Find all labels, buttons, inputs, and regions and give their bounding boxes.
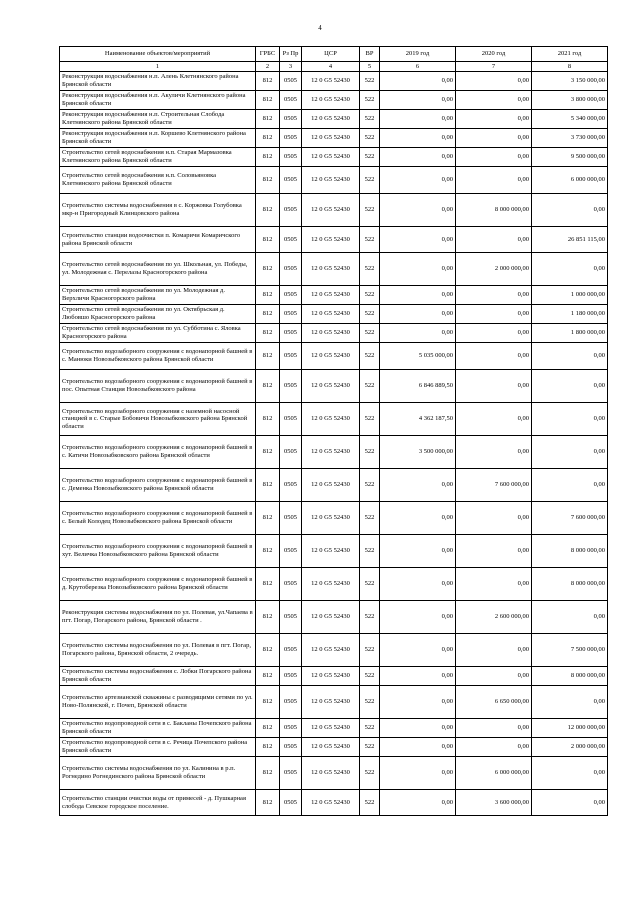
row-2019-cell: 0,00: [380, 535, 456, 568]
row-2019-cell: 0,00: [380, 667, 456, 686]
row-vr-cell: 522: [360, 110, 380, 129]
row-rzpr-cell: 0505: [280, 757, 302, 790]
row-vr-cell: 522: [360, 227, 380, 253]
row-csr-cell: 12 0 G5 52430: [302, 370, 360, 403]
table-row: [60, 436, 608, 469]
table-row: [60, 227, 608, 253]
row-csr-cell: 12 0 G5 52430: [302, 568, 360, 601]
row-vr-cell: 522: [360, 286, 380, 305]
row-rzpr-cell: 0505: [280, 72, 302, 91]
row-grbs-cell: 812: [256, 568, 280, 601]
row-rzpr-cell: 0505: [280, 667, 302, 686]
row-2019-cell: 5 035 000,00: [380, 343, 456, 370]
row-rzpr-cell: 0505: [280, 502, 302, 535]
header-csr: ЦСР: [302, 47, 360, 62]
row-2020-cell: 0,00: [456, 403, 532, 436]
table-row: [60, 148, 608, 167]
row-rzpr-cell: 0505: [280, 129, 302, 148]
table-row: [60, 129, 608, 148]
row-rzpr-cell: 0505: [280, 719, 302, 738]
row-2019-cell: 0,00: [380, 502, 456, 535]
table-row: [60, 601, 608, 634]
column-number: 8: [532, 62, 608, 72]
row-2020-cell: 8 000 000,00: [456, 194, 532, 227]
row-2019-cell: 0,00: [380, 324, 456, 343]
row-vr-cell: 522: [360, 343, 380, 370]
row-2019-cell: 0,00: [380, 253, 456, 286]
row-2020-cell: 0,00: [456, 719, 532, 738]
row-2019-cell: 0,00: [380, 757, 456, 790]
row-rzpr-cell: 0505: [280, 253, 302, 286]
row-name-cell: Строительство сетей водоснабжения по ул. Школьная, ул. Победы, ул. Молодежная с. Перелазы Красногорского района: [60, 253, 256, 286]
header-2019: 2019 год: [380, 47, 456, 62]
row-2020-cell: 6 650 000,00: [456, 686, 532, 719]
row-2020-cell: 0,00: [456, 148, 532, 167]
row-csr-cell: 12 0 G5 52430: [302, 403, 360, 436]
row-2021-cell: 8 000 000,00: [532, 568, 608, 601]
row-rzpr-cell: 0505: [280, 370, 302, 403]
row-grbs-cell: 812: [256, 403, 280, 436]
row-name-cell: Строительство артезианской скважины с разводящими сетями по ул. Ново-Полянской, г. Почеп, Брянской области: [60, 686, 256, 719]
row-csr-cell: 12 0 G5 52430: [302, 91, 360, 110]
row-2020-cell: 0,00: [456, 110, 532, 129]
row-2019-cell: 0,00: [380, 227, 456, 253]
row-grbs-cell: 812: [256, 91, 280, 110]
header-name: Наименование объектов/мероприятий: [60, 47, 256, 62]
row-2021-cell: 3 150 000,00: [532, 72, 608, 91]
row-vr-cell: 522: [360, 667, 380, 686]
table-row: [60, 502, 608, 535]
row-csr-cell: 12 0 G5 52430: [302, 686, 360, 719]
row-name-cell: Строительство водозаборного сооружения с водонапорной башней в с. Белый Колодец Новозыбковского района Брянской области: [60, 502, 256, 535]
row-name-cell: Строительство сетей водоснабжения н.п. Старая Мармазовка Клетнянского района Брянской области: [60, 148, 256, 167]
row-csr-cell: 12 0 G5 52430: [302, 436, 360, 469]
row-rzpr-cell: 0505: [280, 305, 302, 324]
row-grbs-cell: 812: [256, 167, 280, 194]
row-2020-cell: 0,00: [456, 370, 532, 403]
row-2020-cell: 0,00: [456, 72, 532, 91]
row-2020-cell: 0,00: [456, 667, 532, 686]
header-2021: 2021 год: [532, 47, 608, 62]
column-number: 4: [302, 62, 360, 72]
row-grbs-cell: 812: [256, 148, 280, 167]
row-name-cell: Строительство системы водоснабжения в с. Коржовка Голубовка мкр-н Пригородный Клинцовского района: [60, 194, 256, 227]
row-rzpr-cell: 0505: [280, 91, 302, 110]
row-2021-cell: 0,00: [532, 370, 608, 403]
row-2021-cell: 7 600 000,00: [532, 502, 608, 535]
row-vr-cell: 522: [360, 719, 380, 738]
row-vr-cell: 522: [360, 91, 380, 110]
row-2020-cell: 0,00: [456, 91, 532, 110]
table-row: [60, 91, 608, 110]
row-2021-cell: 0,00: [532, 790, 608, 816]
row-2021-cell: 1 800 000,00: [532, 324, 608, 343]
row-vr-cell: 522: [360, 601, 380, 634]
row-2021-cell: 0,00: [532, 403, 608, 436]
row-2019-cell: 0,00: [380, 790, 456, 816]
table-row: [60, 403, 608, 436]
row-vr-cell: 522: [360, 686, 380, 719]
table-row: [60, 686, 608, 719]
row-2021-cell: 26 851 115,00: [532, 227, 608, 253]
row-name-cell: Строительство сетей водоснабжения по ул. Субботина с. Яловка Красногорского района: [60, 324, 256, 343]
row-vr-cell: 522: [360, 757, 380, 790]
row-2019-cell: 0,00: [380, 686, 456, 719]
row-grbs-cell: 812: [256, 194, 280, 227]
row-vr-cell: 522: [360, 305, 380, 324]
row-vr-cell: 522: [360, 403, 380, 436]
row-2021-cell: 0,00: [532, 436, 608, 469]
row-2021-cell: 12 000 000,00: [532, 719, 608, 738]
row-grbs-cell: 812: [256, 343, 280, 370]
row-vr-cell: 522: [360, 790, 380, 816]
table-row: [60, 738, 608, 757]
row-csr-cell: 12 0 G5 52430: [302, 253, 360, 286]
table-row: [60, 286, 608, 305]
row-csr-cell: 12 0 G5 52430: [302, 757, 360, 790]
row-csr-cell: 12 0 G5 52430: [302, 72, 360, 91]
row-grbs-cell: 812: [256, 110, 280, 129]
row-name-cell: Строительство водозаборного сооружения с водонапорной башней в хут. Величка Новозыбковского района Брянской области: [60, 535, 256, 568]
header-rzpr: Рз Пр: [280, 47, 302, 62]
row-2021-cell: 0,00: [532, 194, 608, 227]
row-rzpr-cell: 0505: [280, 343, 302, 370]
row-name-cell: Реконструкция системы водоснабжения по ул. Полевая, ул.Чапаева в пгт. Погар, Погарского района, Брянской области .: [60, 601, 256, 634]
row-2019-cell: 0,00: [380, 601, 456, 634]
header-grbs: ГРБС: [256, 47, 280, 62]
row-2020-cell: 0,00: [456, 343, 532, 370]
row-2020-cell: 6 000 000,00: [456, 757, 532, 790]
row-grbs-cell: 812: [256, 667, 280, 686]
row-vr-cell: 522: [360, 469, 380, 502]
row-2020-cell: 0,00: [456, 634, 532, 667]
row-rzpr-cell: 0505: [280, 634, 302, 667]
table-row: [60, 72, 608, 91]
row-2021-cell: 5 340 000,00: [532, 110, 608, 129]
row-2019-cell: 0,00: [380, 305, 456, 324]
row-name-cell: Реконструкция водоснабжения н.п. Коршево Клетнянского района Брянской области: [60, 129, 256, 148]
table-row: [60, 253, 608, 286]
row-rzpr-cell: 0505: [280, 535, 302, 568]
row-vr-cell: 522: [360, 738, 380, 757]
row-2019-cell: 0,00: [380, 469, 456, 502]
row-2019-cell: 0,00: [380, 148, 456, 167]
row-rzpr-cell: 0505: [280, 227, 302, 253]
column-number-row: [60, 62, 608, 72]
row-grbs-cell: 812: [256, 790, 280, 816]
row-rzpr-cell: 0505: [280, 686, 302, 719]
row-csr-cell: 12 0 G5 52430: [302, 286, 360, 305]
row-name-cell: Строительство системы водоснабжения по ул. Калинина в р.п. Рогнедино Рогнединского района Брянской области: [60, 757, 256, 790]
row-name-cell: Строительство водозаборного сооружения с водонапорной башней в д. Крутоберезка Новозыбковского района Брянской области: [60, 568, 256, 601]
row-name-cell: Строительство водозаборного сооружения с наземной насосной станцией в с. Старые Бобовичи Новозыбковского района Брянской области: [60, 403, 256, 436]
row-csr-cell: 12 0 G5 52430: [302, 324, 360, 343]
table-body: [60, 72, 608, 816]
row-name-cell: Строительство станции водоочистки п. Комаричи Комаричского района Брянской области: [60, 227, 256, 253]
row-2020-cell: 2 000 000,00: [456, 253, 532, 286]
row-2019-cell: 0,00: [380, 72, 456, 91]
row-2020-cell: 0,00: [456, 129, 532, 148]
row-2021-cell: 1 180 000,00: [532, 305, 608, 324]
row-2019-cell: 0,00: [380, 91, 456, 110]
row-name-cell: Строительство системы водоснабжения с. Лобки Погарского района Брянской области: [60, 667, 256, 686]
row-2021-cell: 8 000 000,00: [532, 535, 608, 568]
row-2021-cell: 0,00: [532, 757, 608, 790]
table-row: [60, 757, 608, 790]
row-grbs-cell: 812: [256, 72, 280, 91]
row-grbs-cell: 812: [256, 601, 280, 634]
row-csr-cell: 12 0 G5 52430: [302, 790, 360, 816]
row-name-cell: Реконструкция водоснабжения н.п. Акуличи Клетнянского района Брянской области: [60, 91, 256, 110]
row-name-cell: Реконструкция водоснабжения н.п. Строительная Слобода Клетнянского района Брянской области: [60, 110, 256, 129]
row-grbs-cell: 812: [256, 535, 280, 568]
row-grbs-cell: 812: [256, 370, 280, 403]
row-2021-cell: 0,00: [532, 686, 608, 719]
row-2020-cell: 7 600 000,00: [456, 469, 532, 502]
row-name-cell: Строительство водозаборного сооружения с водонапорной башней в с. Катичи Новозыбковского района Брянской области: [60, 436, 256, 469]
row-csr-cell: 12 0 G5 52430: [302, 634, 360, 667]
row-2021-cell: 6 000 000,00: [532, 167, 608, 194]
row-vr-cell: 522: [360, 535, 380, 568]
table-row: [60, 469, 608, 502]
row-name-cell: Строительство водозаборного сооружения с водонапорной башней в пос. Опытная Станция Новозыбковского района: [60, 370, 256, 403]
row-2020-cell: 0,00: [456, 436, 532, 469]
row-2020-cell: 0,00: [456, 738, 532, 757]
row-2019-cell: 0,00: [380, 568, 456, 601]
row-csr-cell: 12 0 G5 52430: [302, 535, 360, 568]
row-grbs-cell: 812: [256, 227, 280, 253]
row-vr-cell: 522: [360, 324, 380, 343]
table-row: [60, 305, 608, 324]
row-2021-cell: 3 730 000,00: [532, 129, 608, 148]
row-vr-cell: 522: [360, 148, 380, 167]
row-name-cell: Реконструкция водоснабжения н.п. Алень Клетнянского района Брянской области: [60, 72, 256, 91]
row-rzpr-cell: 0505: [280, 738, 302, 757]
table-row: [60, 324, 608, 343]
row-rzpr-cell: 0505: [280, 167, 302, 194]
row-2019-cell: 4 362 187,50: [380, 403, 456, 436]
row-name-cell: Строительство водопроводной сети в с. Речица Почепского района Брянской области: [60, 738, 256, 757]
row-2020-cell: 0,00: [456, 502, 532, 535]
header-row: [60, 47, 608, 62]
row-rzpr-cell: 0505: [280, 469, 302, 502]
row-2019-cell: 0,00: [380, 634, 456, 667]
row-2020-cell: 0,00: [456, 568, 532, 601]
table-row: [60, 535, 608, 568]
row-vr-cell: 522: [360, 167, 380, 194]
row-grbs-cell: 812: [256, 324, 280, 343]
column-number: 3: [280, 62, 302, 72]
row-2019-cell: 0,00: [380, 167, 456, 194]
row-name-cell: Строительство водозаборного сооружения с водонапорной башней в с. Деменка Новозыбковского района Брянской области: [60, 469, 256, 502]
column-number: 5: [360, 62, 380, 72]
row-2020-cell: 0,00: [456, 324, 532, 343]
table-row: [60, 343, 608, 370]
row-rzpr-cell: 0505: [280, 568, 302, 601]
row-rzpr-cell: 0505: [280, 148, 302, 167]
row-2020-cell: 3 600 000,00: [456, 790, 532, 816]
row-csr-cell: 12 0 G5 52430: [302, 227, 360, 253]
row-rzpr-cell: 0505: [280, 403, 302, 436]
row-2019-cell: 0,00: [380, 719, 456, 738]
row-csr-cell: 12 0 G5 52430: [302, 194, 360, 227]
row-2019-cell: 0,00: [380, 129, 456, 148]
row-csr-cell: 12 0 G5 52430: [302, 601, 360, 634]
row-2019-cell: 0,00: [380, 738, 456, 757]
table-row: [60, 667, 608, 686]
row-name-cell: Строительство водопроводной сети в с. Бакланы Почепского района Брянской области: [60, 719, 256, 738]
header-vr: ВР: [360, 47, 380, 62]
row-rzpr-cell: 0505: [280, 324, 302, 343]
row-csr-cell: 12 0 G5 52430: [302, 129, 360, 148]
row-2020-cell: 0,00: [456, 535, 532, 568]
budget-table: [59, 46, 608, 816]
row-2021-cell: 0,00: [532, 343, 608, 370]
column-number: 1: [60, 62, 256, 72]
row-csr-cell: 12 0 G5 52430: [302, 343, 360, 370]
row-vr-cell: 522: [360, 72, 380, 91]
row-csr-cell: 12 0 G5 52430: [302, 502, 360, 535]
row-grbs-cell: 812: [256, 738, 280, 757]
row-rzpr-cell: 0505: [280, 436, 302, 469]
row-2020-cell: 0,00: [456, 286, 532, 305]
row-grbs-cell: 812: [256, 757, 280, 790]
row-2021-cell: 9 500 000,00: [532, 148, 608, 167]
row-2021-cell: 0,00: [532, 601, 608, 634]
row-rzpr-cell: 0505: [280, 601, 302, 634]
row-csr-cell: 12 0 G5 52430: [302, 305, 360, 324]
row-grbs-cell: 812: [256, 436, 280, 469]
table-row: [60, 719, 608, 738]
table-row: [60, 634, 608, 667]
row-vr-cell: 522: [360, 568, 380, 601]
page-number: 4: [318, 24, 322, 32]
row-2019-cell: 6 846 889,50: [380, 370, 456, 403]
row-grbs-cell: 812: [256, 129, 280, 148]
column-number: 6: [380, 62, 456, 72]
row-name-cell: Строительство сетей водоснабжения по ул. Молодежная д. Верхличи Красногорского района: [60, 286, 256, 305]
table-row: [60, 370, 608, 403]
row-vr-cell: 522: [360, 502, 380, 535]
column-number: 2: [256, 62, 280, 72]
row-grbs-cell: 812: [256, 634, 280, 667]
row-2021-cell: 1 000 000,00: [532, 286, 608, 305]
row-csr-cell: 12 0 G5 52430: [302, 148, 360, 167]
row-2020-cell: 0,00: [456, 167, 532, 194]
row-vr-cell: 522: [360, 129, 380, 148]
row-2019-cell: 0,00: [380, 110, 456, 129]
table-row: [60, 568, 608, 601]
row-name-cell: Строительство сетей водоснабжения н.п. Соловьяновка Клетнянского района Брянской области: [60, 167, 256, 194]
table-row: [60, 790, 608, 816]
row-2021-cell: 0,00: [532, 253, 608, 286]
row-name-cell: Строительство станции очистки воды от примесей - д. Пушкарная слобода Севское городское поселение.: [60, 790, 256, 816]
row-2021-cell: 8 000 000,00: [532, 667, 608, 686]
row-grbs-cell: 812: [256, 253, 280, 286]
row-csr-cell: 12 0 G5 52430: [302, 469, 360, 502]
row-2019-cell: 0,00: [380, 286, 456, 305]
row-csr-cell: 12 0 G5 52430: [302, 110, 360, 129]
row-2020-cell: 2 600 000,00: [456, 601, 532, 634]
row-vr-cell: 522: [360, 634, 380, 667]
row-grbs-cell: 812: [256, 502, 280, 535]
row-vr-cell: 522: [360, 370, 380, 403]
row-name-cell: Строительство системы водоснабжения по ул. Полевая в пгт. Погар, Погарского района, Брянской области, 2 очередь.: [60, 634, 256, 667]
row-2020-cell: 0,00: [456, 305, 532, 324]
row-2021-cell: 2 000 000,00: [532, 738, 608, 757]
row-csr-cell: 12 0 G5 52430: [302, 738, 360, 757]
row-2021-cell: 3 800 000,00: [532, 91, 608, 110]
row-2021-cell: 7 500 000,00: [532, 634, 608, 667]
row-rzpr-cell: 0505: [280, 286, 302, 305]
row-csr-cell: 12 0 G5 52430: [302, 167, 360, 194]
row-csr-cell: 12 0 G5 52430: [302, 667, 360, 686]
row-rzpr-cell: 0505: [280, 194, 302, 227]
table-row: [60, 167, 608, 194]
row-2019-cell: 3 500 000,00: [380, 436, 456, 469]
row-grbs-cell: 812: [256, 719, 280, 738]
row-rzpr-cell: 0505: [280, 790, 302, 816]
header-2020: 2020 год: [456, 47, 532, 62]
row-vr-cell: 522: [360, 436, 380, 469]
row-grbs-cell: 812: [256, 469, 280, 502]
row-name-cell: Строительство сетей водоснабжения по ул. Октябрьская д. Любовшо Красногорского района: [60, 305, 256, 324]
table-row: [60, 110, 608, 129]
table-row: [60, 194, 608, 227]
row-2021-cell: 0,00: [532, 469, 608, 502]
row-2020-cell: 0,00: [456, 227, 532, 253]
row-name-cell: Строительство водозаборного сооружения с водонапорной башней в с. Манюки Новозыбковского района Брянской области: [60, 343, 256, 370]
row-vr-cell: 522: [360, 253, 380, 286]
row-grbs-cell: 812: [256, 686, 280, 719]
row-vr-cell: 522: [360, 194, 380, 227]
row-2019-cell: 0,00: [380, 194, 456, 227]
row-grbs-cell: 812: [256, 286, 280, 305]
row-csr-cell: 12 0 G5 52430: [302, 719, 360, 738]
row-grbs-cell: 812: [256, 305, 280, 324]
column-number: 7: [456, 62, 532, 72]
row-rzpr-cell: 0505: [280, 110, 302, 129]
